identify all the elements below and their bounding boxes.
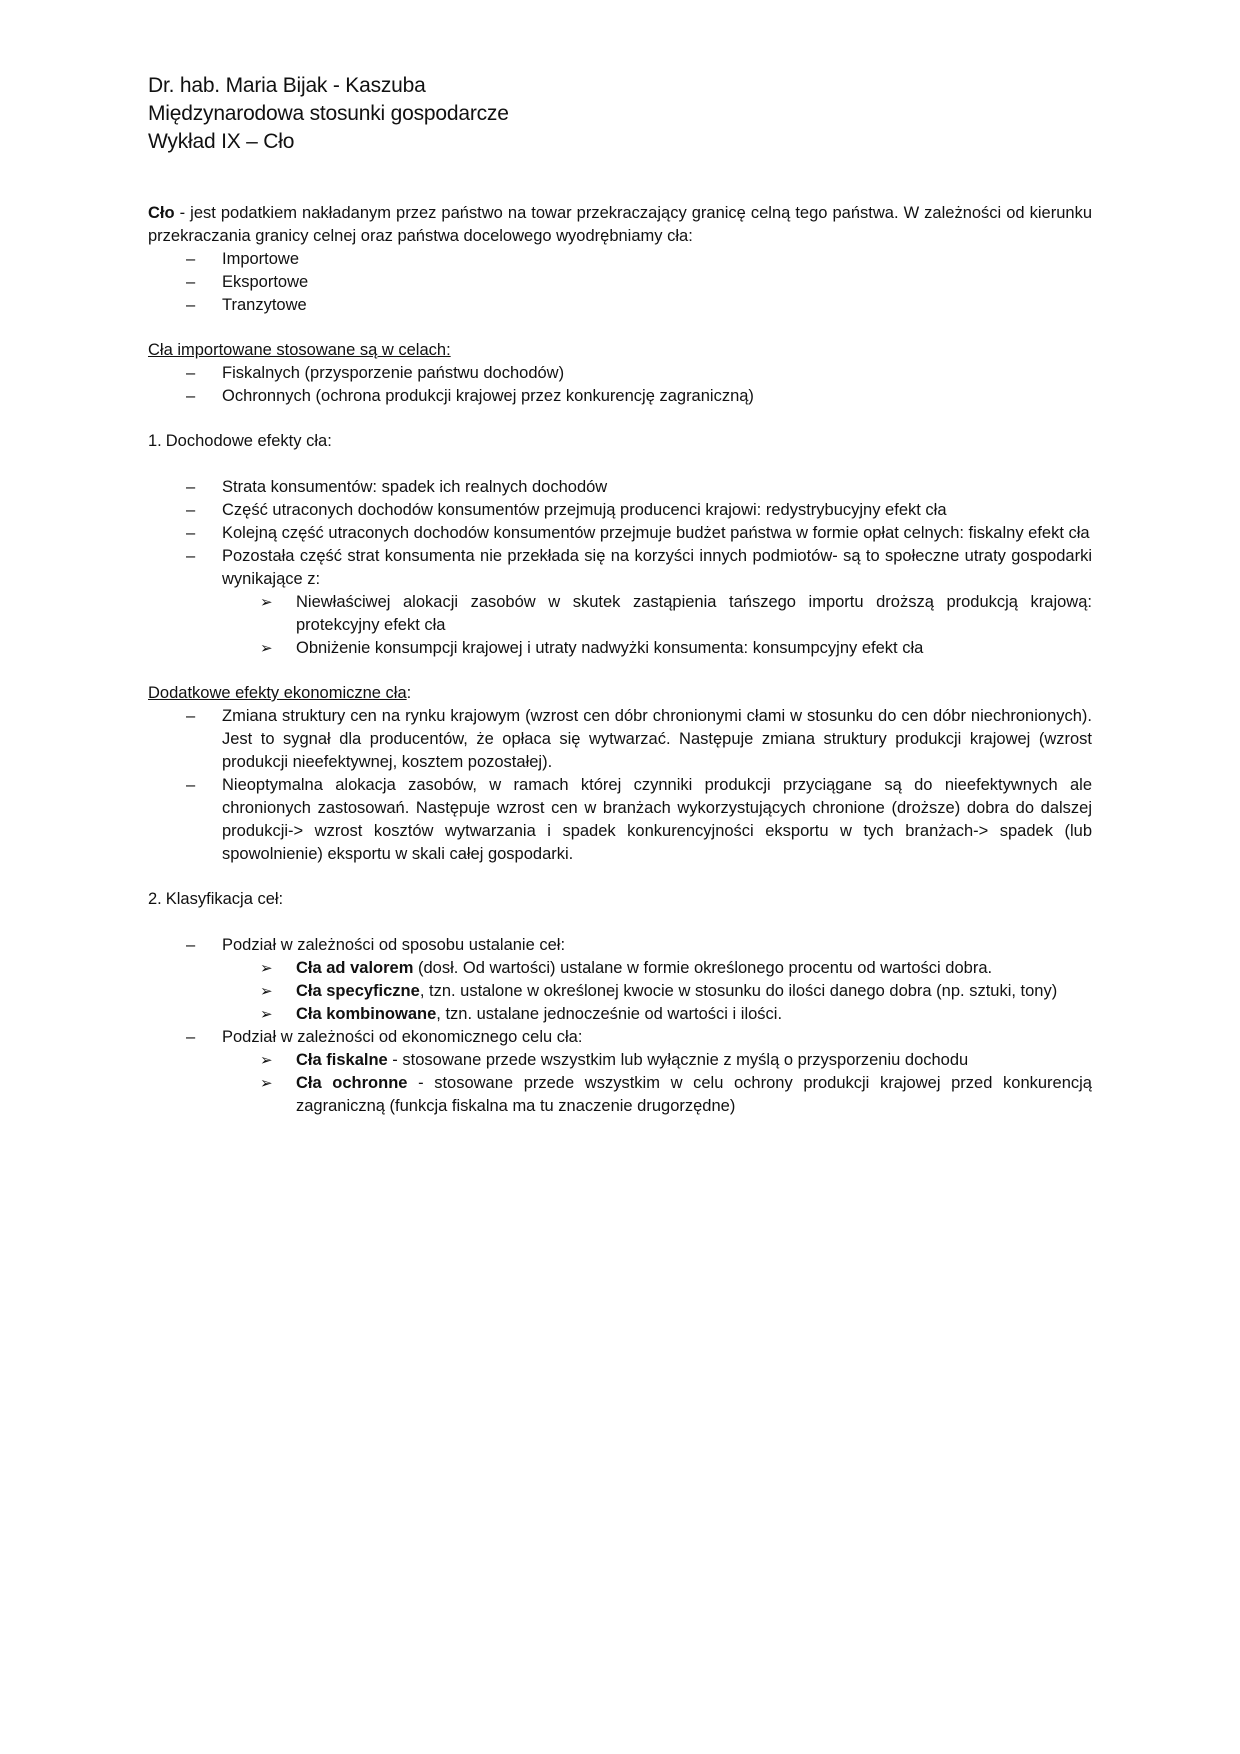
list-item: – Podział w zależności od ekonomicznego celu cła: ➢ Cła fiskalne - stosowane przede wszystkim lub wyłącznie z myślą o przysporzeniu dochodu ➢ Cła ochronne - stosowane przede wszystkim w celu ochrony produkcji krajowej przed konkurencją zagraniczną (funkcja fiskalna ma tu znaczenie drugorzędne): [148, 1026, 1092, 1118]
course-title: Międzynarodowa stosunki gospodarcze: [148, 102, 509, 125]
arrow-bullet-icon: ➢: [260, 640, 273, 657]
intro-term: Cło: [148, 204, 175, 222]
arrow-bullet-icon: ➢: [260, 594, 273, 611]
section-1-heading: 1. Dochodowe efekty cła:: [148, 432, 332, 450]
list-item: – Nieoptymalna alokacja zasobów, w ramach której czynniki produkcji przyciągane są do nieefektywnych ale chronionych zastosowań. Następuje wzrost cen w branżach wykorzystujących chronione (droższe) dobra do dalszej produkcji-> wzrost kosztów wytwarzania i spadek konkurencyjności eksportu w tych branżach-> spadek (lub spowolnienie) eksportu w skali całej gospodarki.: [186, 776, 1092, 863]
arrow-bullet-icon: ➢: [260, 1075, 273, 1092]
income-effects-list: [148, 476, 1092, 660]
arrow-bullet-icon: ➢: [260, 1006, 273, 1023]
list-item: – Podział w zależności od sposobu ustalanie ceł: ➢ Cła ad valorem (dosł. Od wartości) ustalane w formie określonego procentu od wartości dobra. ➢ Cła specyficzne, tzn. ustalone w określonej kwocie w stosunku do ilości danego dobra (np. sztuki, tony) ➢ Cła kombinowane, tzn. ustalane jednocześnie od wartości i ilości.: [148, 934, 1092, 1026]
list-item: – Kolejną część utraconych dochodów konsumentów przejmuje budżet państwa w formie opłat celnych: fiskalny efekt cła: [148, 522, 1092, 545]
additional-effects-list: [148, 705, 1092, 866]
dash-bullet: –: [186, 501, 196, 519]
intro-paragraph: [148, 202, 1092, 248]
author-line: Dr. hab. Maria Bijak - Kaszuba: [148, 74, 426, 97]
dash-bullet: –: [186, 936, 196, 954]
list-item: – Importowe: [148, 248, 1092, 271]
duty-types-list: [148, 248, 1092, 317]
import-purposes-heading: Cła importowane stosowane są w celach:: [148, 341, 451, 359]
list-item: ➢ Obniżenie konsumpcji krajowej i utraty nadwyżki konsumenta: konsumpcyjny efekt cła: [222, 637, 1092, 660]
lecture-title: Wykład IX – Cło: [148, 130, 295, 153]
list-item: – Ochronnych (ochrona produkcji krajowej przez konkurencję zagraniczną): [148, 385, 1092, 408]
list-item: ➢ Niewłaściwej alokacji zasobów w skutek zastąpienia tańszego importu droższą produkcją krajową: protekcyjny efekt cła: [260, 593, 1092, 634]
dash-bullet: –: [186, 273, 196, 291]
classification-list: [148, 934, 1092, 1118]
list-item: ➢ Cła fiskalne - stosowane przede wszystkim lub wyłącznie z myślą o przysporzeniu dochodu: [222, 1049, 1092, 1072]
dash-bullet: –: [186, 478, 196, 496]
list-item: ➢ Cła specyficzne, tzn. ustalone w określonej kwocie w stosunku do ilości danego dobra (np. sztuki, tony): [222, 980, 1092, 1003]
dash-bullet: –: [186, 387, 196, 405]
method-types-list: [222, 957, 1092, 1026]
list-item: – Strata konsumentów: spadek ich realnych dochodów: [148, 476, 1092, 499]
list-item: – Eksportowe: [148, 271, 1092, 294]
section-2-heading: 2. Klasyfikacja ceł:: [148, 890, 284, 908]
intro-text: - jest podatkiem nakładanym przez państwo na towar przekraczający granicę celną tego państwa. W zależności od kierunku przekraczania granicy celnej oraz państwa docelowego wyodrębniamy cła:: [148, 204, 1092, 245]
list-item: – Część utraconych dochodów konsumentów przejmują producenci krajowi: redystrybucyjny efekt cła: [148, 499, 1092, 522]
arrow-bullet-icon: ➢: [260, 983, 273, 1000]
list-item: – Tranzytowe: [148, 294, 1092, 317]
dash-bullet: –: [186, 707, 196, 725]
list-item: ➢ Cła ochronne - stosowane przede wszystkim w celu ochrony produkcji krajowej przed konkurencją zagraniczną (funkcja fiskalna ma tu znaczenie drugorzędne): [260, 1074, 1092, 1115]
dash-bullet: –: [186, 776, 196, 794]
import-purposes-list: [148, 362, 1092, 408]
dash-bullet: –: [186, 296, 196, 314]
list-item: ➢ Cła ad valorem (dosł. Od wartości) ustalane w formie określonego procentu od wartości dobra.: [222, 957, 1092, 980]
dash-bullet: –: [186, 1028, 196, 1046]
list-item: ➢ Cła kombinowane, tzn. ustalane jednocześnie od wartości i ilości.: [222, 1003, 1092, 1026]
additional-effects-heading: Dodatkowe efekty ekonomiczne cła:: [148, 684, 412, 702]
list-item: – Fiskalnych (przysporzenie państwu dochodów): [148, 362, 1092, 385]
dash-bullet: –: [186, 250, 196, 268]
arrow-bullet-icon: ➢: [260, 1052, 273, 1069]
document-header: [148, 72, 1092, 156]
social-losses-list: [222, 591, 1092, 660]
list-item: – Pozostała część strat konsumenta nie przekłada się na korzyści innych podmiotów- są to społeczne utraty gospodarki wynikające z: ➢ Niewłaściwej alokacji zasobów w skutek zastąpienia tańszego importu droższą produkcją krajową: protekcyjny efekt cła ➢ Obniżenie konsumpcji krajowej i utraty nadwyżki konsumenta: konsumpcyjny efekt cła: [148, 545, 1092, 660]
dash-bullet: –: [186, 524, 196, 542]
list-item: – Zmiana struktury cen na rynku krajowym (wzrost cen dóbr chronionymi cłami w stosunku do cen dóbr niechronionych). Jest to sygnał dla producentów, że opłaca się wytwarzać. Następuje zmiana struktury produkcji krajowej (wzrost produkcji nieefektywnej, kosztem pozostałej).: [186, 707, 1092, 771]
dash-bullet: –: [186, 364, 196, 382]
purpose-types-list: [222, 1049, 1092, 1118]
document-page: [148, 72, 1092, 1118]
dash-bullet: –: [186, 547, 196, 565]
arrow-bullet-icon: ➢: [260, 960, 273, 977]
